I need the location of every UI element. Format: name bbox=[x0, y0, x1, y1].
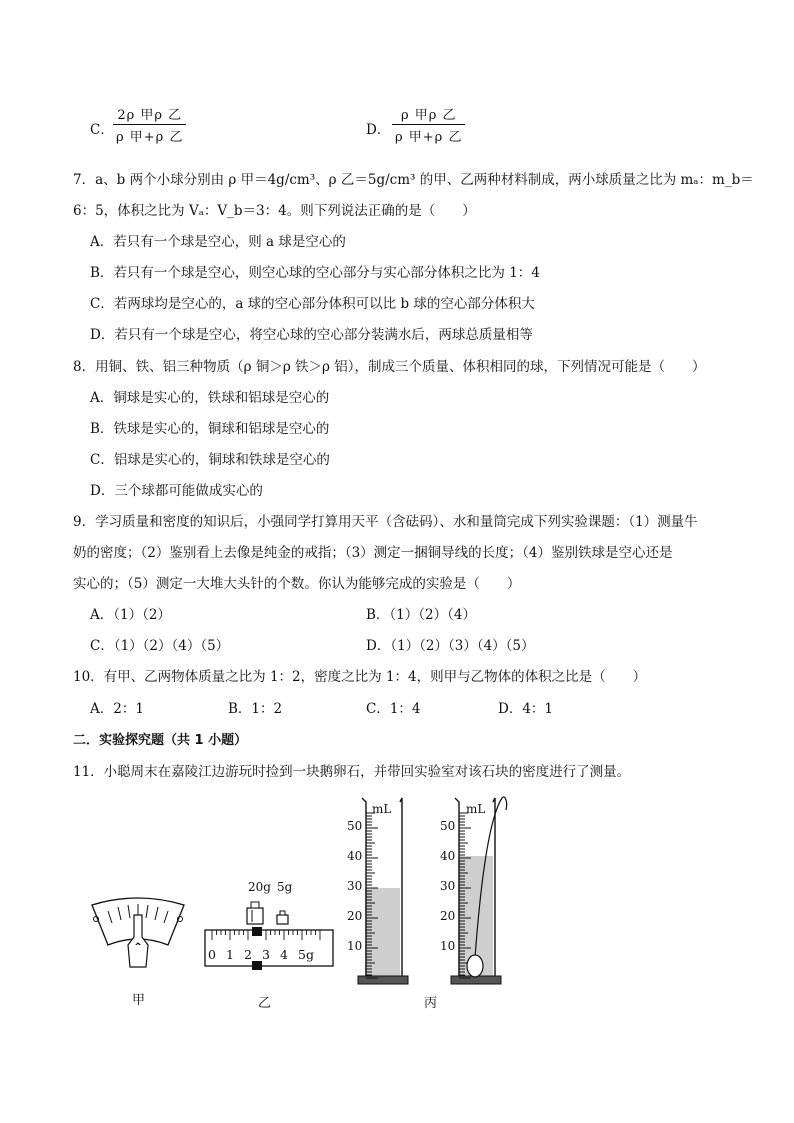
q11-stem: 11．小聪周末在嘉陵江边游玩时捡到一块鹅卵石，并带回实验室对该石块的密度进行了测量。 bbox=[73, 764, 631, 780]
q10-stem: 10．有甲、乙两物体质量之比为 1：2，密度之比为 1：4，则甲与乙物体的体积之比是（ ） bbox=[73, 669, 647, 685]
q6-option-c-fraction bbox=[113, 104, 186, 145]
q6-option-d-fraction bbox=[392, 104, 465, 145]
q6-option-d-label: D． bbox=[366, 122, 391, 138]
cylinder-1-tick-label: 30 bbox=[347, 879, 363, 893]
scale-tick-5g: 5g bbox=[298, 947, 314, 962]
scale-tick-3: 3 bbox=[262, 947, 270, 962]
scale-tick-2: 2 bbox=[244, 947, 252, 962]
q9-stem-line1: 9．学习质量和密度的知识后，小强同学打算用天平（含砝码）、水和量筒完成下列实验课题：（1）测量牛 bbox=[73, 514, 698, 530]
q10-option-d: D．4：1 bbox=[498, 701, 554, 717]
q8-option-c: C．铝球是实心的，铜球和铁球是空心的 bbox=[90, 452, 330, 468]
q10-option-c: C．1：4 bbox=[366, 701, 421, 717]
q9-option-b: B．（1）（2）（4） bbox=[366, 607, 476, 623]
cylinder-1-tick-label: 20 bbox=[347, 909, 363, 923]
weight-5g-label: 5g bbox=[277, 880, 293, 894]
cylinder-2-tick-label: 30 bbox=[440, 879, 456, 893]
cylinder-2-tick-label: 20 bbox=[440, 909, 456, 923]
q10-option-b: B．1：2 bbox=[228, 701, 283, 717]
cylinder-2-unit: mL bbox=[466, 802, 486, 816]
q10-option-a: A．2：1 bbox=[90, 701, 144, 717]
balance-dial-figure bbox=[88, 893, 188, 973]
q8-stem: 8．用铜、铁、铝三种物质（ρ 铜＞ρ 铁＞ρ 铝），制成三个质量、体积相同的球，下列情况可能是（ ） bbox=[73, 359, 706, 375]
cylinder-1-tick-label: 40 bbox=[347, 849, 363, 863]
cylinder-1-tick-label: 50 bbox=[347, 819, 363, 833]
q8-option-a: A．铜球是实心的，铁球和铝球是空心的 bbox=[90, 390, 330, 406]
q9-option-a: A．（1）（2） bbox=[90, 607, 171, 623]
caption-yi: 乙 bbox=[258, 996, 272, 1011]
scale-tick-1: 1 bbox=[226, 947, 234, 962]
q7-option-c: C．若两球均是空心的，a 球的空心部分体积可以比 b 球的空心部分体积大 bbox=[90, 296, 535, 312]
cylinder-2-tick-label: 50 bbox=[440, 819, 456, 833]
q9-stem-line3: 实心的；（5）测定一大堆大头针的个数。你认为能够完成的实验是（ ） bbox=[73, 576, 521, 592]
q7-stem-line2: 6：5，体积之比为 Vₐ：V_b＝3：4。则下列说法正确的是（ ） bbox=[73, 203, 476, 219]
cylinder-2 bbox=[451, 797, 507, 984]
q6-option-c-label: C． bbox=[90, 122, 114, 138]
q9-option-c: C．（1）（2）（4）（5） bbox=[90, 638, 230, 654]
cylinder-1-unit: mL bbox=[372, 802, 392, 816]
caption-bing: 丙 bbox=[424, 996, 438, 1011]
q9-stem-line2: 奶的密度；（2）鉴别看上去像是纯金的戒指；（3）测定一捆铜导线的长度；（4）鉴别铁球是空心还是 bbox=[73, 545, 673, 561]
cylinder-2-tick-label: 10 bbox=[440, 939, 456, 953]
q7-option-a: A．若只有一个球是空心，则 a 球是空心的 bbox=[90, 234, 346, 250]
scale-tick-0: 0 bbox=[208, 947, 216, 962]
q8-option-d: D．三个球都可能做成实心的 bbox=[90, 483, 263, 499]
q6-option-c-numerator: 2ρ 甲ρ 乙 bbox=[117, 108, 183, 123]
weight-20g-label: 20g bbox=[248, 880, 271, 894]
q9-option-d: D．（1）（2）（3）（4）（5） bbox=[366, 638, 535, 654]
caption-jia: 甲 bbox=[132, 993, 146, 1008]
q7-option-d: D．若只有一个球是空心，将空心球的空心部分装满水后，两球总质量相等 bbox=[90, 327, 533, 343]
section-heading: 二．实验探究题（共 1 小题） bbox=[73, 733, 248, 748]
q6-option-d-denominator: ρ 甲+ρ 乙 bbox=[395, 130, 463, 145]
cylinder-1 bbox=[358, 798, 408, 984]
q6-option-c-denominator: ρ 甲+ρ 乙 bbox=[116, 130, 184, 145]
q7-stem-line1: 7．a、b 两个小球分别由 ρ 甲＝4g/cm³、ρ 乙＝5g/cm³ 的甲、乙两种材料制成，两小球质量之比为 mₐ：m_b＝ bbox=[73, 172, 754, 188]
cylinder-1-tick-label: 10 bbox=[347, 939, 363, 953]
q6-option-d-numerator: ρ 甲ρ 乙 bbox=[400, 108, 457, 123]
q7-option-b: B．若只有一个球是空心，则空心球的空心部分与实心部分体积之比为 1：4 bbox=[90, 265, 540, 281]
graduated-cylinders-figure bbox=[340, 790, 510, 990]
q8-option-b: B．铁球是实心的，铜球和铝球是空心的 bbox=[90, 421, 330, 437]
scale-tick-4: 4 bbox=[280, 947, 288, 962]
cylinder-2-tick-label: 40 bbox=[440, 849, 456, 863]
